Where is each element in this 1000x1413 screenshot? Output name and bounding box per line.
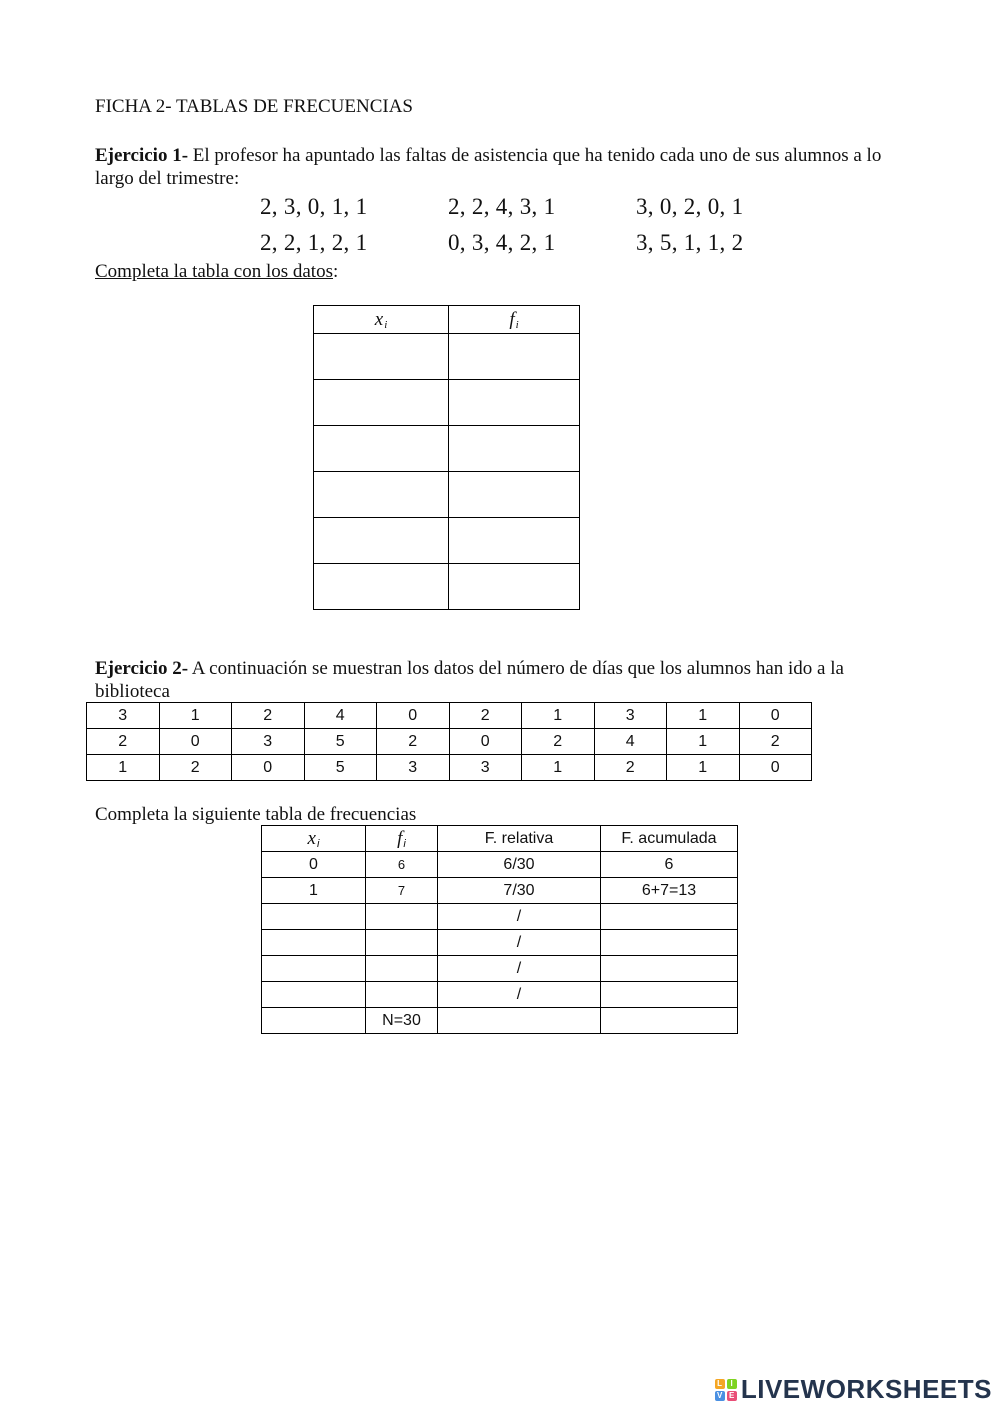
- data-cell: 2: [159, 755, 232, 781]
- table-row: [314, 426, 580, 472]
- input-cell[interactable]: [314, 380, 449, 426]
- input-cell[interactable]: [449, 426, 580, 472]
- data-cell: 4: [594, 729, 667, 755]
- sequence-1-3: 3, 0, 2, 0, 1: [636, 194, 744, 219]
- exercise-1-instruction: [95, 260, 905, 283]
- header-fi: [366, 826, 438, 852]
- data-cell: 0: [159, 729, 232, 755]
- data-cell: 1: [667, 729, 740, 755]
- data-cell: 1: [159, 703, 232, 729]
- data-cell: 0: [739, 703, 812, 729]
- table-header-row: [314, 306, 580, 334]
- table-row: [262, 982, 738, 1008]
- header-fi-var: f: [509, 308, 515, 330]
- logo-letter-e: E: [727, 1391, 737, 1401]
- data-cell: 0: [449, 729, 522, 755]
- sequence-2-1: 2, 2, 1, 2, 1: [260, 230, 368, 255]
- input-cell[interactable]: [314, 472, 449, 518]
- sequence-1-2: 2, 2, 4, 3, 1: [448, 194, 556, 219]
- page-title: FICHA 2- TABLAS DE FRECUENCIAS: [95, 96, 413, 117]
- xi-cell[interactable]: 1: [262, 878, 366, 904]
- input-cell[interactable]: [314, 518, 449, 564]
- input-cell[interactable]: [314, 564, 449, 610]
- frequency-table: [261, 825, 738, 1034]
- xi-cell[interactable]: 0: [262, 852, 366, 878]
- data-cell: 5: [304, 729, 377, 755]
- data-cell: 1: [87, 755, 160, 781]
- header-xi-sub: i: [384, 318, 388, 331]
- table-row: [262, 852, 738, 878]
- exercise-2-instruction: Completa la siguiente tabla de frecuencias: [95, 804, 417, 825]
- table-row: [314, 472, 580, 518]
- sequence-1-1: 2, 3, 0, 1, 1: [260, 194, 368, 219]
- xi-cell[interactable]: [262, 956, 366, 982]
- cumulative-cell[interactable]: [601, 930, 738, 956]
- data-cell: 3: [87, 703, 160, 729]
- header-fi-var: f: [397, 827, 403, 849]
- cumulative-cell[interactable]: 6: [601, 852, 738, 878]
- exercise-1-statement: [95, 144, 905, 190]
- relative-cell[interactable]: /: [438, 930, 601, 956]
- logo-letter-i: I: [727, 1379, 737, 1389]
- exercise-2-data-table: [86, 702, 812, 781]
- cumulative-cell[interactable]: [601, 956, 738, 982]
- data-cell: 3: [594, 703, 667, 729]
- sequence-2-2: 0, 3, 4, 2, 1: [448, 230, 556, 255]
- data-cell: 4: [304, 703, 377, 729]
- input-cell[interactable]: [449, 380, 580, 426]
- data-cell: 2: [739, 729, 812, 755]
- header-xi: [314, 306, 449, 334]
- brand-name: LIVEWORKSHEETS: [740, 1374, 992, 1404]
- data-cell: 5: [304, 755, 377, 781]
- data-cell: 0: [739, 755, 812, 781]
- fi-cell[interactable]: [366, 904, 438, 930]
- table-row: [314, 518, 580, 564]
- data-cell: 1: [522, 703, 595, 729]
- table-row: [262, 878, 738, 904]
- input-cell[interactable]: [449, 472, 580, 518]
- data-cell: 2: [449, 703, 522, 729]
- xi-cell[interactable]: [262, 904, 366, 930]
- data-cell: 1: [667, 755, 740, 781]
- table-row: [87, 729, 812, 755]
- data-cell: 2: [232, 703, 305, 729]
- header-xi: [262, 826, 366, 852]
- table-header-row: [262, 826, 738, 852]
- relative-cell[interactable]: /: [438, 956, 601, 982]
- exercise-1-text: El profesor ha apuntado las faltas de asistencia que ha tenido cada uno de sus alumnos a lo largo del trimestre:: [95, 145, 882, 189]
- total-n-cell: N=30: [366, 1008, 438, 1034]
- xi-cell[interactable]: [262, 930, 366, 956]
- relative-cell[interactable]: 6/30: [438, 852, 601, 878]
- data-cell: 2: [594, 755, 667, 781]
- instruction-colon: :: [332, 261, 339, 282]
- logo-letter-v: V: [715, 1391, 725, 1401]
- data-cell: 0: [377, 703, 450, 729]
- cumulative-cell[interactable]: [601, 1008, 738, 1034]
- data-cell: 3: [377, 755, 450, 781]
- cumulative-cell[interactable]: [601, 982, 738, 1008]
- data-cell: 0: [232, 755, 305, 781]
- liveworksheets-brand[interactable]: [715, 1374, 992, 1405]
- data-cell: 2: [522, 729, 595, 755]
- input-cell[interactable]: [314, 426, 449, 472]
- cumulative-cell[interactable]: [601, 904, 738, 930]
- xi-cell[interactable]: [262, 982, 366, 1008]
- relative-cell[interactable]: /: [438, 904, 601, 930]
- xi-cell[interactable]: [262, 1008, 366, 1034]
- input-cell[interactable]: [449, 564, 580, 610]
- data-cell: 3: [232, 729, 305, 755]
- exercise-2-text: A continuación se muestran los datos del número de días que los alumnos han ido a la biblioteca: [95, 658, 844, 702]
- input-cell[interactable]: [449, 334, 580, 380]
- header-xi-var: x: [374, 308, 384, 330]
- exercise-2-label: Ejercicio 2-: [95, 658, 189, 679]
- instruction-underlined: Completa la tabla con los datos: [95, 261, 333, 282]
- logo-letter-l: L: [715, 1379, 725, 1389]
- data-cell: 1: [667, 703, 740, 729]
- fi-cell[interactable]: [366, 956, 438, 982]
- table-row: [314, 564, 580, 610]
- fi-cell[interactable]: 6: [366, 852, 438, 878]
- fi-cell[interactable]: [366, 930, 438, 956]
- table-row: [262, 904, 738, 930]
- exercise-1-label: Ejercicio 1-: [95, 145, 189, 166]
- data-cell: 2: [377, 729, 450, 755]
- sequence-2-3: 3, 5, 1, 1, 2: [636, 230, 744, 255]
- header-xi-var: x: [307, 827, 316, 849]
- header-fi-sub: i: [515, 318, 519, 331]
- input-cell[interactable]: [314, 334, 449, 380]
- data-cell: 1: [522, 755, 595, 781]
- table-row-total: [262, 1008, 738, 1034]
- data-cell: 3: [449, 755, 522, 781]
- header-relative-frequency: F. relativa: [438, 826, 601, 852]
- data-cell: 2: [87, 729, 160, 755]
- input-cell[interactable]: [449, 518, 580, 564]
- table-row: [87, 755, 812, 781]
- table-row: [87, 703, 812, 729]
- exercise-2-statement: [95, 657, 905, 703]
- header-fi-sub: i: [403, 837, 406, 850]
- fi-cell[interactable]: 7: [366, 878, 438, 904]
- table-row: [262, 956, 738, 982]
- table-row: [314, 334, 580, 380]
- cumulative-cell[interactable]: 6+7=13: [601, 878, 738, 904]
- fi-cell[interactable]: [366, 982, 438, 1008]
- relative-cell[interactable]: 7/30: [438, 878, 601, 904]
- relative-cell[interactable]: [438, 1008, 601, 1034]
- table-row: [314, 380, 580, 426]
- header-fi: [449, 306, 580, 334]
- header-xi-sub: i: [316, 837, 320, 850]
- relative-cell[interactable]: /: [438, 982, 601, 1008]
- table-row: [262, 930, 738, 956]
- liveworksheets-logo-icon: [715, 1379, 737, 1401]
- header-cumulative-frequency: F. acumulada: [601, 826, 738, 852]
- exercise-1-table: [313, 305, 580, 610]
